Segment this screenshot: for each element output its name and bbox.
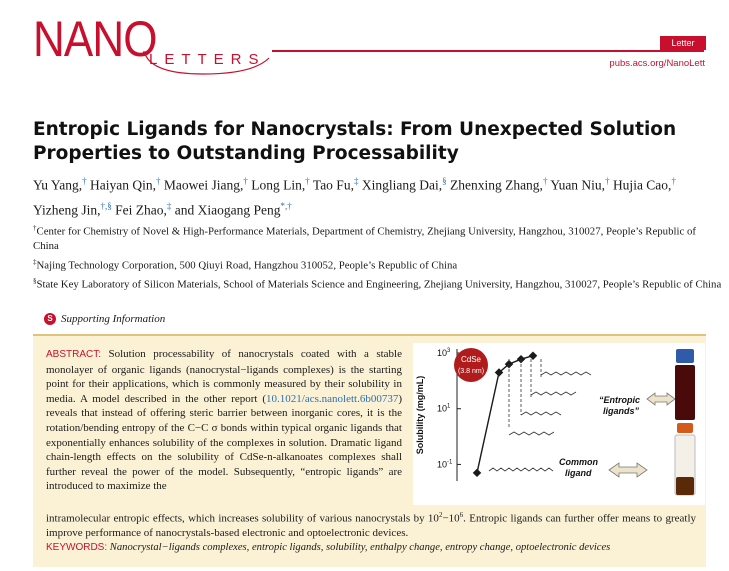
author-name[interactable]: Yuan Niu,: [550, 177, 606, 193]
affiliation-1: [33, 221, 723, 253]
vial-sediment-icon: [676, 477, 694, 495]
abstract-part1: Solution processability of nanocrystals coated with a stable monolayer of organic ligands (nanocrystal−ligands complexes) is the starting point for their applications, which is commonly measured by their solubility in media. A model described in the other report (: [46, 348, 402, 405]
author-affiliation-mark: ‡: [166, 200, 172, 211]
author-name[interactable]: Tao Fu,: [312, 177, 354, 193]
affiliation-mark: §: [33, 277, 37, 285]
keywords: [46, 541, 696, 555]
common-label-2: ligand: [565, 468, 592, 478]
common-label-1: Common: [559, 457, 598, 467]
author-affiliation-mark: †,§: [100, 200, 112, 211]
y-tick-label: $10^1$: [437, 403, 451, 414]
author-name[interactable]: Maowei Jiang,: [163, 177, 244, 193]
vial-cap-2-icon: [677, 423, 693, 433]
author-affiliation-mark: †: [671, 176, 676, 186]
author-name[interactable]: Yizheng Jin,: [33, 202, 101, 217]
journal-logo-subtitle: LETTERS: [149, 51, 266, 68]
range-dash: −10: [442, 512, 460, 525]
entropic-label-1: “Entropic: [599, 395, 641, 405]
author-affiliation-mark: †: [305, 176, 310, 186]
affiliation-3: [33, 274, 723, 292]
affiliation-text: Center for Chemistry of Novel & High-Performance Materials, Department of Chemistry, Zhejiang University, Hangzhou, 310027, People’s Republic of China: [33, 225, 696, 252]
article-title: Entropic Ligands for Nanocrystals: From Unexpected Solution Properties to Outstanding Processability: [33, 119, 677, 164]
entropic-label-2: ligands”: [603, 406, 640, 416]
affiliation-2: [33, 255, 723, 273]
badge-label: CdSe: [460, 355, 482, 364]
cdse-nanocrystal-icon: [454, 348, 488, 382]
author-name[interactable]: Long Lin,: [251, 177, 306, 193]
exponent-high: 6: [459, 511, 464, 519]
author-affiliation-mark: †: [82, 176, 87, 186]
author-affiliation-mark: ‡: [353, 176, 359, 186]
author-list: [33, 171, 713, 220]
author-name[interactable]: Fei Zhao,: [115, 202, 167, 217]
supporting-info-label: Supporting Information: [61, 313, 166, 325]
badge-size: (3.8 nm): [457, 368, 485, 375]
affiliation-mark: †: [33, 224, 37, 232]
author-name[interactable]: Haiyan Qin,: [90, 177, 157, 193]
y-axis-label: Solubility (mg/mL): [415, 375, 425, 455]
article-type-badge: Letter: [660, 36, 706, 50]
author-name[interactable]: Hujia Cao,: [612, 177, 672, 193]
author-affiliation-mark: †: [156, 176, 161, 186]
author-affiliation-mark: §: [442, 176, 447, 186]
supporting-info-icon: S: [44, 313, 56, 325]
abstract-part4: . Entropic ligands can further offer means to greatly improve performance of nanocrystals-based electronic and optoelectronic devices.: [46, 512, 697, 540]
y-tick-label: $10^{-1}$: [437, 459, 453, 470]
author-affiliation-mark: †: [542, 176, 548, 186]
author-name[interactable]: Zhenxing Zhang,: [449, 177, 543, 193]
abstract-continuation: [46, 508, 696, 541]
vial-entropic-icon: [675, 365, 695, 420]
journal-logo: NANO: [33, 11, 157, 67]
author-affiliation-mark: †: [605, 176, 610, 186]
toc-graphic: [413, 343, 705, 505]
doi-link[interactable]: 10.1021/acs.nanolett.6b00737: [266, 392, 399, 405]
keywords-label: KEYWORDS:: [46, 542, 108, 553]
author-name[interactable]: Xingliang Dai,: [361, 177, 443, 193]
author-affiliation-mark: *,†: [280, 200, 292, 211]
affiliation-text: State Key Laboratory of Silicon Materials, School of Materials Science and Engineering, Zhejiang University, Hangzhou, 310027, People’s Republic of China: [36, 278, 722, 291]
author-name[interactable]: and Xiaogang Peng: [174, 202, 281, 217]
affiliation-mark: ‡: [33, 258, 37, 266]
keywords-text: Nanocrystal−ligands complexes, entropic ligands, solubility, enthalpy change, entropy change, optoelectronic devices: [109, 542, 611, 553]
exponent-low: 2: [438, 511, 443, 519]
abstract-part3: intramolecular entropic effects, which increases solubility of various nanocrystals by 10: [46, 512, 439, 525]
abstract-part2: ) reveals that instead of offering steric barrier between inorganic cores, it is the rotation/bending entropy of the C−C σ bonds within typical organic ligands that exponentially enhances solubility of the complexes in solution. Dramatic ligand chain-length effects on the solubility of CdSe-n-alkanoates complexes shall further reveal the power of the model. Subsequently, “entropic ligands” are introduced to maximize the: [46, 392, 402, 493]
journal-url-link[interactable]: pubs.acs.org/NanoLett: [609, 58, 705, 69]
author-affiliation-mark: †: [243, 176, 248, 186]
vial-cap-icon: [676, 349, 694, 363]
y-tick-label: $10^3$: [437, 348, 451, 358]
affiliation-text: Najing Technology Corporation, 500 Qiuyi Road, Hangzhou 310052, People’s Republic of China: [36, 259, 458, 272]
abstract-label: ABSTRACT:: [46, 349, 102, 360]
abstract-text: [46, 347, 402, 494]
header-divider: [272, 50, 704, 52]
supporting-information-link[interactable]: [44, 313, 165, 325]
author-name[interactable]: Yu Yang,: [33, 177, 83, 193]
